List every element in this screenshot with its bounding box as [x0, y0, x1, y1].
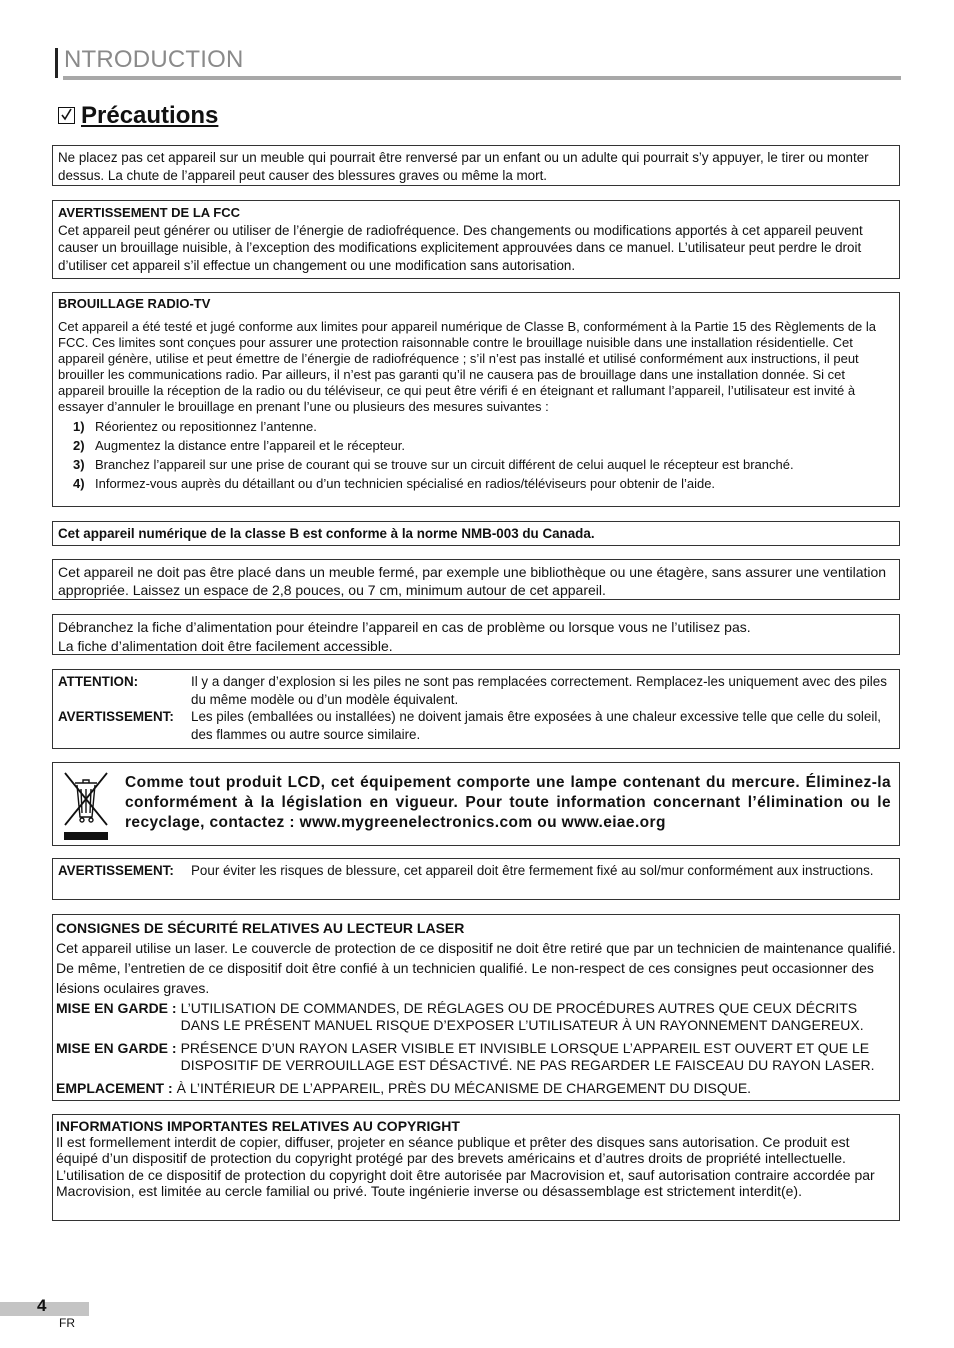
radio-interference-box [52, 292, 900, 507]
canada-text: Cet appareil numérique de la classe B est conforme à la norme NMB-003 du Canada. [58, 526, 595, 541]
tip-over-warning-box [52, 145, 900, 186]
copyright-text: Il est formellement interdit de copier, diffuser, projeter en séance publique et prêter des disques sans autorisation. Ce produit est équipé d’un dispositif de protection du copyright protégé par des brevets américains et d’autres droits de propriété intellectuelle. L’utilisation de ce dispositif de protection du copyright doit être autorisée par Macrovision et, sauf autorisation contraire accordée par Macrovision, est limitée au cercle familial ou privé. Toute ingénierie inverse ou désassemblage est strictement interdit(e). [56, 1134, 875, 1199]
battery-warning-box [52, 669, 900, 749]
list-item: 2) Augmentez la distance entre l’appareil et le récepteur. [73, 438, 406, 453]
laser-title: CONSIGNES DE SÉCURITÉ RELATIVES AU LECTEUR LASER [56, 920, 465, 936]
laser-row-text: L’UTILISATION DE COMMANDES, DE RÉGLAGES OU DE PROCÉDURES AUTRES QUE CEUX DÉCRITS DANS LE PRÉSENT MANUEL RISQUE D’EXPOSER L’UTILISATEUR À UN RAYONNEMENT DANGEREUX. [180, 1000, 864, 1033]
power-line-1: Débranchez la fiche d’alimentation pour éteindre l’appareil en cas de problème ou lorsque vous ne l’utilisez pas. [58, 619, 751, 635]
attention-label: ATTENTION: [58, 674, 139, 689]
mounting-text: Pour éviter les risques de blessure, cet appareil doit être fermement fixé au sol/mur conformément aux instructions. [191, 863, 874, 878]
laser-row-label: MISE EN GARDE : [56, 1040, 177, 1056]
ventilation-text: Cet appareil ne doit pas être placé dans un meuble fermé, par exemple une bibliothèque ou une étagère, sans assurer une ventilation appropriée. Laissez un espace de 2,8 pouces, ou 7 cm, minimum autour de cet appareil. [58, 564, 887, 598]
battery-warning-text: Les piles (emballées ou installées) ne doivent jamais être exposées à une chaleur excessive telle que celle du soleil, des flammes ou autre source similaire. [191, 709, 882, 742]
ventilation-box [52, 559, 900, 600]
section-heading [58, 102, 218, 132]
chapter-title: NTRODUCTION [64, 46, 244, 73]
attention-row [58, 673, 894, 708]
laser-text: Cet appareil utilise un laser. Le couvercle de protection de ce dispositif ne doit être retiré que par un technicien de maintenance qualifié. De même, l’entretien de ce dispositif doit être confié à un technicien qualifié. Le non-respect de ces consignes peut occasionner des lésions oculaires graves. [56, 940, 896, 996]
laser-row-text: À L’INTÉRIEUR DE L’APPAREIL, PRÈS DU MÉCANISME DE CHARGEMENT DU DISQUE. [176, 1080, 752, 1096]
canada-compliance-box [52, 521, 900, 546]
radio-text: Cet appareil a été testé et jugé conforme aux limites pour appareil numérique de Classe B, conformément à la Partie 15 des Règlements de la FCC. Ces limites sont conçues pour assurer une protection raisonnable contre le brouillage nuisible dans une installation résidentielle. Cet appareil génère, utilise et peut émettre de l’énergie de radiofréquence ; s’il n’est pas installé et utilisé conformément aux instructions, il peut brouiller les communications radio. Par ailleurs, il n’est pas garanti qu’il ne causera pas de brouillage dans une installation donnée. Si cet appareil brouille la réception de la radio ou du téléviseur, ce qui peut être vérifi é en éteignant et rallumant l’appareil, l’utilisateur est invité à essayer d’annuler le brouillage en prenant l’une ou plusieurs des mesures suivantes : [58, 319, 877, 414]
laser-safety-box [52, 914, 900, 1101]
laser-row [56, 1080, 896, 1097]
list-item: 1) Réorientez ou repositionnez l’antenne. [73, 419, 317, 434]
battery-warning-row [58, 708, 894, 743]
power-plug-box [52, 614, 900, 655]
mounting-row [58, 862, 894, 880]
chapter-header [55, 46, 901, 80]
list-item: 3) Branchez l’appareil sur une prise de courant qui se trouve sur un circuit différent de celui auquel le récepteur est branché. [73, 457, 794, 472]
battery-warning-label: AVERTISSEMENT: [58, 709, 174, 724]
section-title: Précautions [81, 102, 219, 129]
laser-row [56, 1000, 896, 1034]
crossed-bin-icon [61, 769, 111, 841]
laser-row [56, 1040, 896, 1074]
radio-title: BROUILLAGE RADIO-TV [58, 296, 211, 311]
laser-row-text: PRÉSENCE D’UN RAYON LASER VISIBLE ET INVISIBLE LORSQUE L’APPAREIL EST OUVERT ET QUE LE DISPOSITIF DE VERROUILLAGE EST DÉSACTIVÉ. NE PAS REGARDER LE FAISCEAU DU RAYON LASER. [180, 1040, 875, 1073]
mounting-warning-box [52, 858, 900, 900]
language-code: FR [59, 1316, 75, 1330]
mounting-label: AVERTISSEMENT: [58, 863, 174, 878]
radio-measures-list [58, 417, 894, 493]
list-item: 4) Informez-vous auprès du détaillant ou d’un technicien spécialisé en radios/téléviseurs pour obtenir de l’aide. [73, 476, 716, 491]
tip-over-warning-text: Ne placez pas cet appareil sur un meuble qui pourrait être renversé par un enfant ou un adulte qui pourrait s’y appuyer, le tirer ou monter dessus. La chute de l’appareil peut causer des blessures graves ou même la mort. [58, 150, 869, 183]
copyright-title: INFORMATIONS IMPORTANTES RELATIVES AU COPYRIGHT [56, 1118, 460, 1134]
fcc-text: Cet appareil peut générer ou utiliser de l’énergie de radiofréquence. Des changements ou modifications apportés à cet appareil peuvent causer un brouillage nuisible, à l’exception des modifications explicitement approuvées dans ce manuel. L’utilisateur peut perdre le droit d’utiliser cet appareil s’il effectue un changement ou une modification sans autorisation. [58, 222, 863, 273]
attention-text: Il y a danger d’explosion si les piles ne sont pas remplacées correctement. Remplacez-les uniquement avec des piles du même modèle ou d’un modèle équivalent. [191, 674, 887, 707]
power-line-2: La fiche d’alimentation doit être facilement accessible. [58, 638, 393, 654]
copyright-box [52, 1114, 900, 1221]
header-rule [63, 76, 901, 80]
checkbox-icon [58, 107, 75, 124]
fcc-title: AVERTISSEMENT DE LA FCC [58, 205, 241, 220]
page-number: 4 [37, 1296, 47, 1315]
laser-row-label: EMPLACEMENT : [56, 1080, 173, 1096]
header-bar [55, 48, 58, 78]
mercury-text: Comme tout produit LCD, cet équipement comporte une lampe contenant du mercure. Éliminez-la conformément à la législation en vigueur. Pour toute information concernant l’élimination ou le recyclage, contactez : www.mygreenelectronics.com ou www.eiae.org [125, 774, 891, 831]
mercury-disposal-box [52, 762, 900, 846]
fcc-warning-box [52, 200, 900, 279]
laser-row-label: MISE EN GARDE : [56, 1000, 177, 1016]
